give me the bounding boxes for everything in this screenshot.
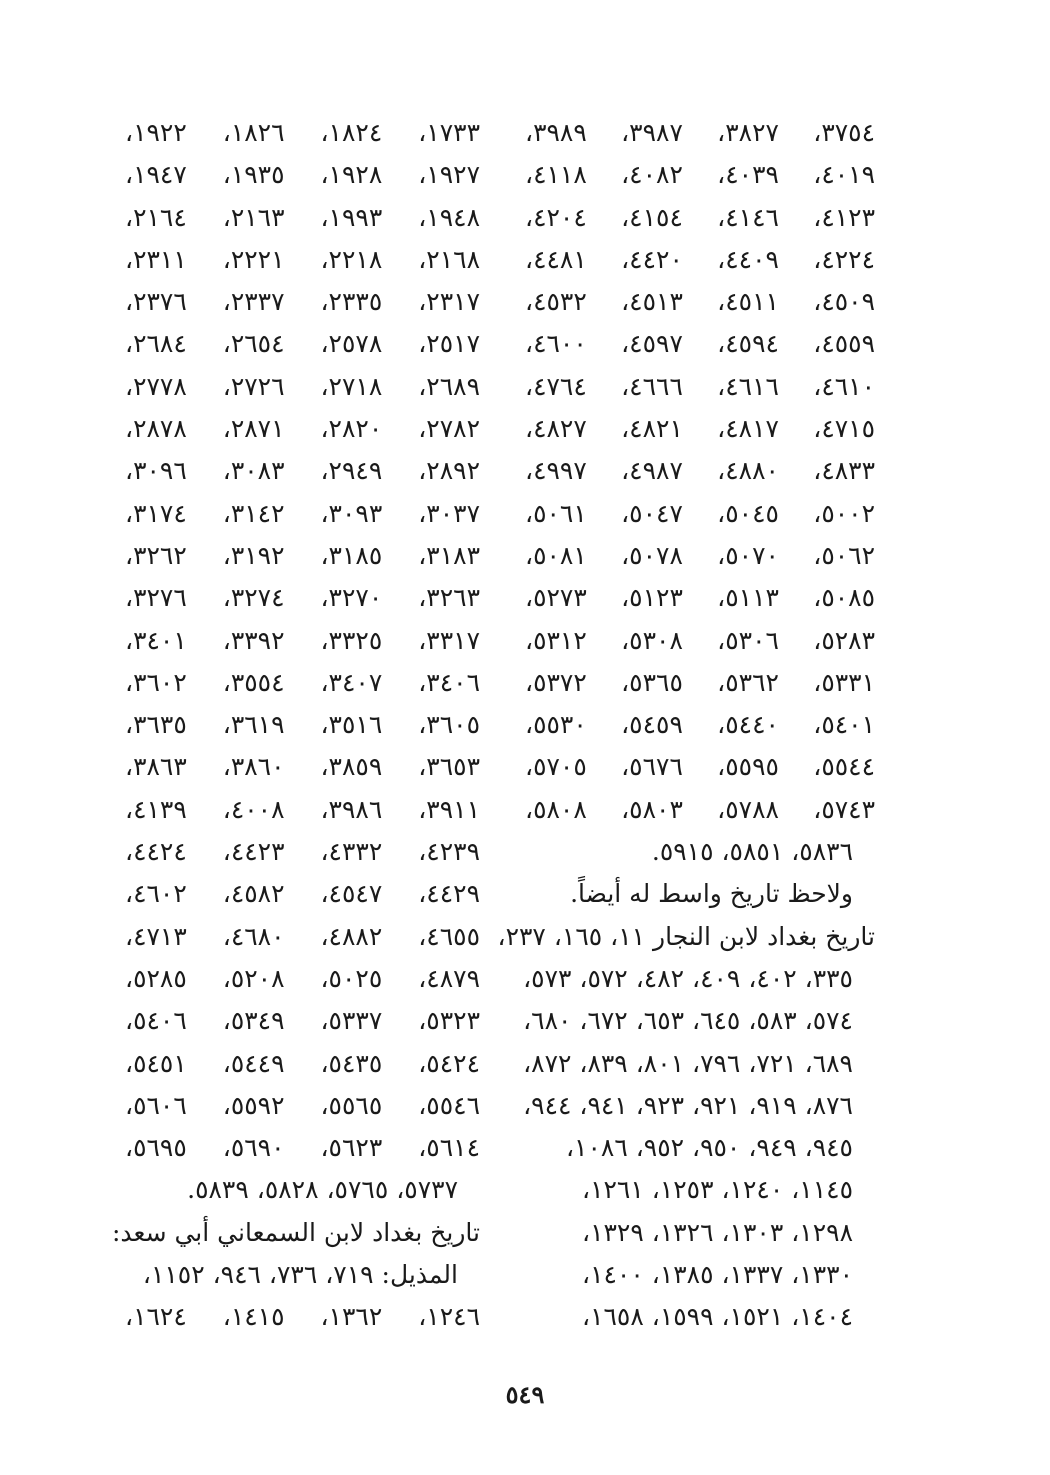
page-number: ٥٤٩ [505,1380,545,1409]
index-line: ٢٣١٧، ٢٣٣٥، ٢٣٣٧، ٢٣٧٦، [125,287,480,317]
index-line: ٥٥٤٤، ٥٥٩٥، ٥٦٧٦، ٥٧٠٥، [525,752,876,782]
index-line: ٦٨٩، ٧٢١، ٧٩٦، ٨٠١، ٨٣٩، ٨٧٢، [523,1048,853,1078]
index-line: ١٢٩٨، ١٣٠٣، ١٣٢٦، ١٣٢٩، [582,1217,853,1247]
index-line: ٢٧٨٢، ٢٨٢٠، ٢٨٧١، ٢٨٧٨، [125,414,480,444]
index-line: ٥٤٢٤، ٥٤٣٥، ٥٤٤٩، ٥٤٥١، [125,1048,480,1078]
index-line: ٥٧٣٧، ٥٧٦٥، ٥٨٢٨، ٥٨٣٩. [187,1175,458,1205]
index-line: ٢٦٨٩، ٢٧١٨، ٢٧٢٦، ٢٧٧٨، [125,371,480,401]
index-line: ٣٦٠٥، ٣٥١٦، ٣٦١٩، ٣٦٣٥، [125,710,480,740]
index-line: ٤٧١٥، ٤٨١٧، ٤٨٢١، ٤٨٢٧، [525,414,876,444]
index-line: ١٢٤٦، ١٣٦٢، ١٤١٥، ١٦٢٤، [125,1302,480,1332]
index-line: ٤٦١٠، ٤٦١٦، ٤٦٦٦، ٤٧٦٤، [525,371,876,401]
index-line: ٤٨٧٩، ٥٠٢٥، ٥٢٠٨، ٥٢٨٥، [125,963,480,993]
index-line: ٤٤٢٩، ٤٥٤٧، ٤٥٨٢، ٤٦٠٢، [125,879,480,909]
index-line: ٤٢٣٩، ٤٣٣٢، ٤٤٢٣، ٤٤٢٤، [125,837,480,867]
index-line: ٣٢٦٣، ٣٢٧٠، ٣٢٧٤، ٣٢٧٦، [125,583,480,613]
index-line: ٩٤٥، ٩٤٩، ٩٥٠، ٩٥٢، ١٠٨٦، [565,1133,853,1163]
index-line: ١٩٢٧، ١٩٢٨، ١٩٣٥، ١٩٤٧، [125,160,480,190]
index-line: ٤٦٥٥، ٤٨٨٢، ٤٦٨٠، ٤٧١٣، [125,921,480,951]
index-line: ٥٧٤٣، ٥٧٨٨، ٥٨٠٣، ٥٨٠٨، [525,794,876,824]
index-line: ٥٠٦٢، ٥٠٧٠، ٥٠٧٨، ٥٠٨١، [525,540,876,570]
index-line: ٥٧٤، ٥٨٣، ٦٤٥، ٦٥٣، ٦٧٢، ٦٨٠، [523,1006,853,1036]
index-line: ولاحظ تاريخ واسط له أيضاً. [570,879,853,909]
index-line: ٥٣٣١، ٥٣٦٢، ٥٣٦٥، ٥٣٧٢، [525,667,876,697]
index-line: ٤٠١٩، ٤٠٣٩، ٤٠٨٢، ٤١١٨، [525,160,876,190]
index-line: ٣٣١٧، ٣٣٢٥، ٣٣٩٢، ٣٤٠١، [125,625,480,655]
index-line: ٢١٦٨، ٢٢١٨، ٢٢٢١، ٢٣١١، [125,244,480,274]
index-line: ٢٥١٧، ٢٥٧٨، ٢٦٥٤، ٢٦٨٤، [125,329,480,359]
index-line: ٥٨٣٦، ٥٨٥١، ٥٩١٥. [651,837,853,867]
index-line: ٤٥٠٩، ٤٥١١، ٤٥١٣، ٤٥٣٢، [525,287,876,317]
index-line: ٨٧٦، ٩١٩، ٩٢١، ٩٢٣، ٩٤١، ٩٤٤، [523,1090,853,1120]
index-line: المذيل: ٧١٩، ٧٣٦، ٩٤٦، ١١٥٢، [142,1260,458,1290]
left-column [111,112,480,1339]
index-line: ٤٥٥٩، ٤٥٩٤، ٤٥٩٧، ٤٦٠٠، [525,329,876,359]
index-line: ٥٦١٤، ٥٦٢٣، ٥٦٩٠، ٥٦٩٥، [125,1133,480,1163]
index-line: ٢٨٩٢، ٢٩٤٩، ٣٠٨٣، ٣٠٩٦، [125,456,480,486]
index-line: ٥٠٨٥، ٥١١٣، ٥١٢٣، ٥٢٧٣، [525,583,876,613]
index-line: ٤٨٣٣، ٤٨٨٠، ٤٩٨٧، ٤٩٩٧، [525,456,876,486]
index-line: ٣٠٣٧، ٣٠٩٣، ٣١٤٢، ٣١٧٤، [125,498,480,528]
index-line: ٣٦٥٣، ٣٨٥٩، ٣٨٦٠، ٣٨٦٣، [125,752,480,782]
index-line: ٥٢٨٣، ٥٣٠٦، ٥٣٠٨، ٥٣١٢، [525,625,876,655]
index-line: ٤١٢٣، ٤١٤٦، ٤١٥٤، ٤٢٠٤، [525,202,876,232]
index-line: تاريخ بغداد لابن السمعاني أبي سعد: [111,1217,480,1247]
index-line: ١٣٣٠، ١٣٣٧، ١٣٨٥، ١٤٠٠، [582,1260,853,1290]
index-line: ٥٥٤٦، ٥٥٦٥، ٥٥٩٢، ٥٦٠٦، [125,1090,480,1120]
index-line: ٣٣٥، ٤٠٢، ٤٠٩، ٤٨٢، ٥٧٢، ٥٧٣، [523,963,853,993]
index-line: ٣٩١١، ٣٩٨٦، ٤٠٠٨، ٤١٣٩، [125,794,480,824]
index-line: ٥٠٠٢، ٥٠٤٥، ٥٠٤٧، ٥٠٦١، [525,498,876,528]
index-line: ١٩٤٨، ١٩٩٣، ٢١٦٣، ٢١٦٤، [125,202,480,232]
index-line: ١٧٣٣، ١٨٢٤، ١٨٢٦، ١٩٢٢، [125,118,480,147]
right-column [497,112,876,1339]
index-line: ٣٤٠٦، ٣٤٠٧، ٣٥٥٤، ٣٦٠٢، [125,667,480,697]
index-line: ١٤٠٤، ١٥٢١، ١٥٩٩، ١٦٥٨، [582,1302,853,1332]
index-line: ٥٣٢٣، ٥٣٣٧، ٥٣٤٩، ٥٤٠٦، [125,1006,480,1036]
index-line: تاريخ بغداد لابن النجار ١١، ١٦٥، ٢٣٧، [497,921,875,951]
index-line: ٣٧٥٤، ٣٨٢٧، ٣٩٨٧، ٣٩٨٩، [525,118,876,147]
index-line: ٤٢٢٤، ٤٤٠٩، ٤٤٢٠، ٤٤٨١، [525,244,876,274]
index-line: ٣١٨٣، ٣١٨٥، ٣١٩٢، ٣٢٦٢، [125,540,480,570]
index-line: ٥٤٠١، ٥٤٤٠، ٥٤٥٩، ٥٥٣٠، [525,710,876,740]
index-line: ١١٤٥، ١٢٤٠، ١٢٥٣، ١٢٦١، [582,1175,853,1205]
